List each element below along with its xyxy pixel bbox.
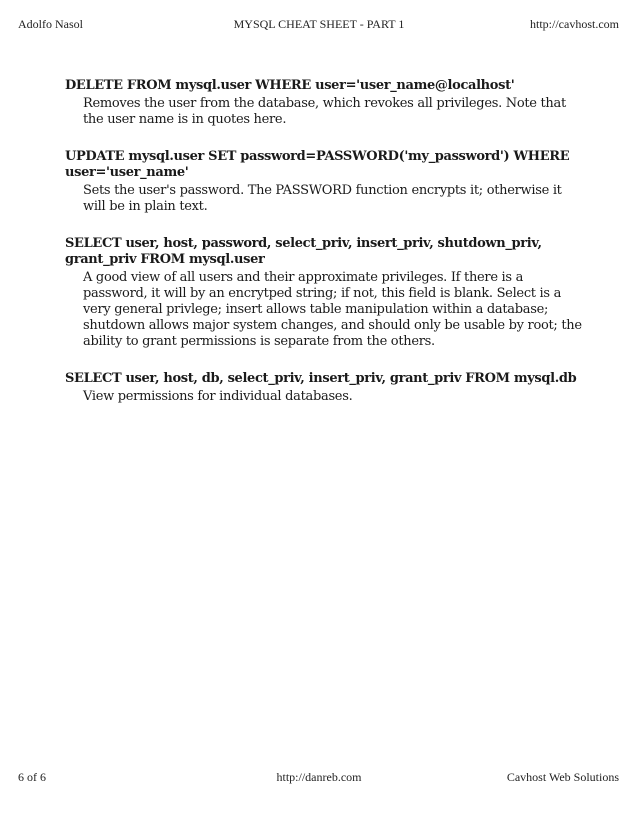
footer-page-number: 6 of 6 [18, 770, 46, 784]
header-title: MYSQL CHEAT SHEET - PART 1 [233, 17, 405, 31]
entry-term: UPDATE mysql.user SET password=PASSWORD('my_password') WHERE user='user_name' [65, 149, 570, 180]
entry-term: DELETE FROM mysql.user WHERE user='user_name@localhost' [65, 78, 515, 93]
entry-description: Sets the user's password. The PASSWORD function encrypts it; otherwise it will be in plain text. [83, 183, 562, 214]
entry-select-user-privileges [65, 236, 585, 350]
cheat-sheet-content [65, 78, 585, 426]
entry-description: View permissions for individual databases. [83, 389, 353, 404]
entry-description: A good view of all users and their approximate privileges. If there is a password, it will by an encrytped string; if not, this field is blank. Select is a very general privlege; insert allows table manipulation within a database; shutdown allows major system changes, and should only be usable by root; the ability to grant permissions is separate from the others. [83, 270, 582, 349]
entry-delete-user [65, 78, 585, 128]
entry-term: SELECT user, host, db, select_priv, insert_priv, grant_priv FROM mysql.db [65, 371, 577, 386]
entry-term: SELECT user, host, password, select_priv, insert_priv, shutdown_priv, grant_priv FROM mysql.user [65, 236, 542, 267]
entry-select-db-privileges [65, 371, 585, 405]
header-author: Adolfo Nasol [18, 17, 83, 31]
header-url: http://cavhost.com [530, 17, 619, 31]
footer-url: http://danreb.com [276, 770, 362, 784]
footer-company: Cavhost Web Solutions [506, 770, 619, 784]
entry-update-password [65, 149, 585, 215]
entry-description: Removes the user from the database, which revokes all privileges. Note that the user name is in quotes here. [83, 96, 566, 127]
